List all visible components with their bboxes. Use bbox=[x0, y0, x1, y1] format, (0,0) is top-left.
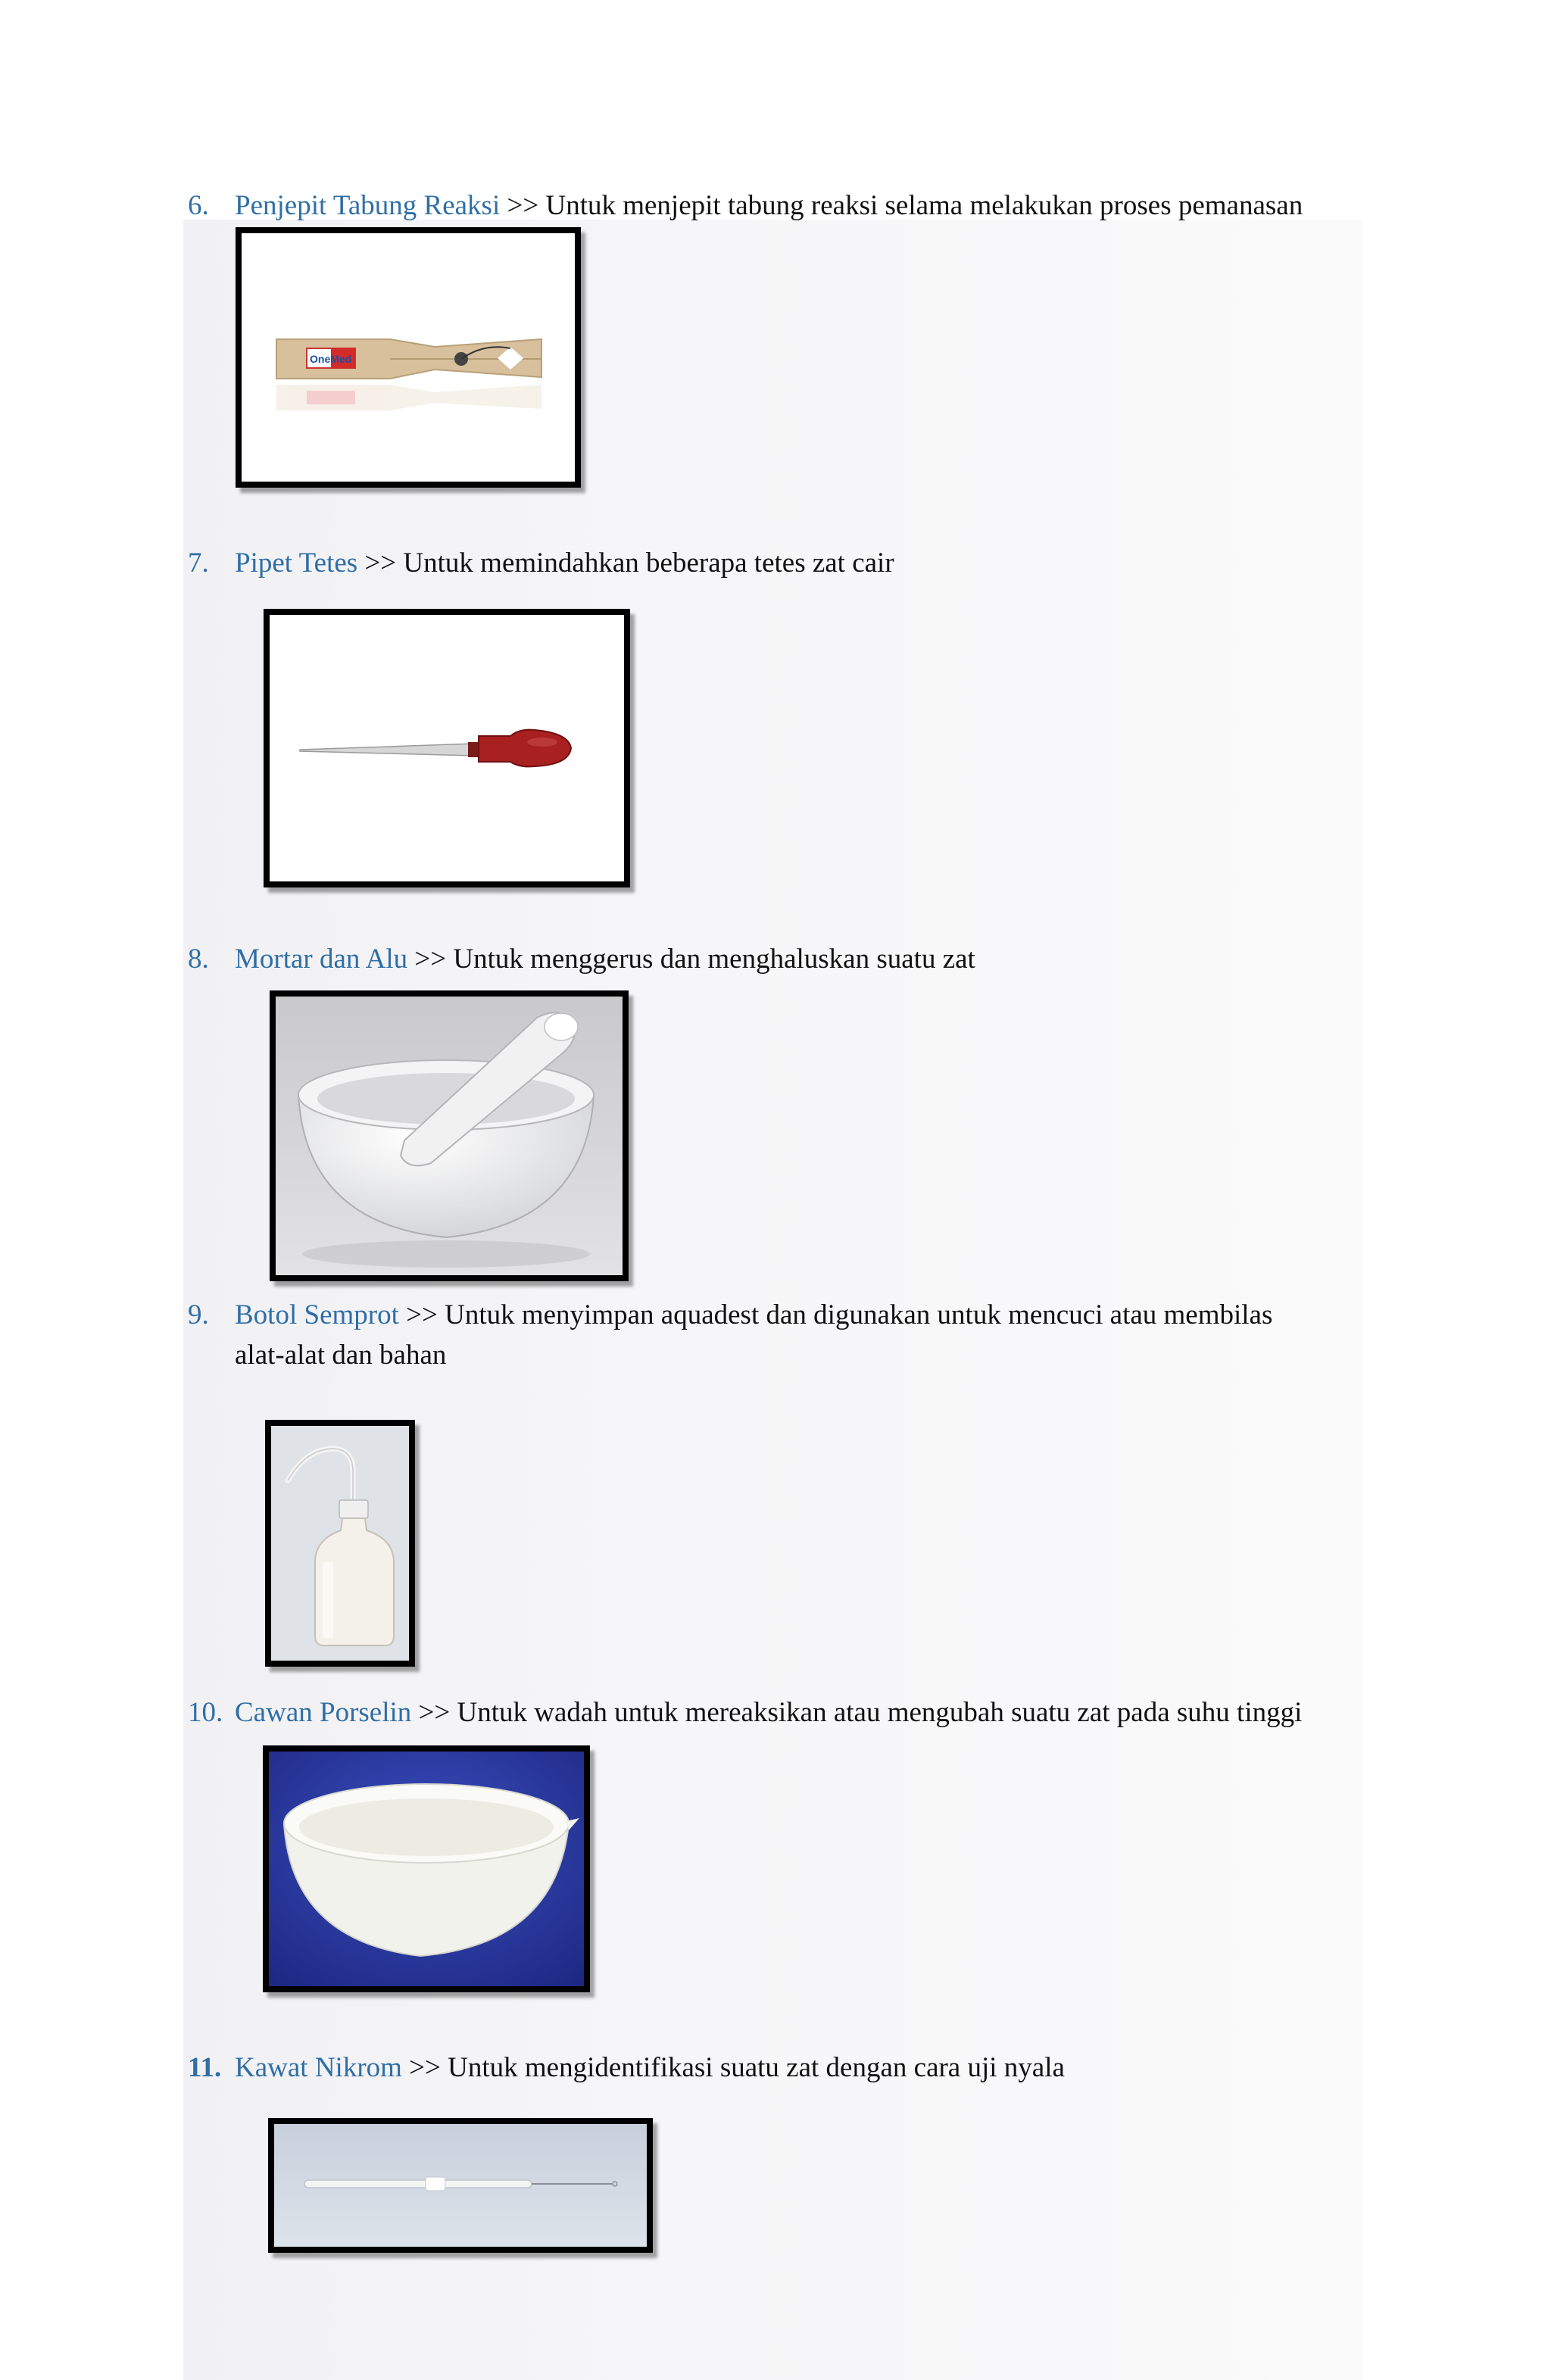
nichrome-wire-image bbox=[268, 2118, 653, 2253]
nichrome-wire-icon bbox=[274, 2124, 647, 2247]
dropper-pipette-image bbox=[264, 609, 630, 887]
item-description-continued: alat-alat dan bahan bbox=[235, 1340, 447, 1371]
item-number: 6. bbox=[188, 190, 209, 221]
item-number: 10. bbox=[188, 1697, 223, 1728]
item-number: 7. bbox=[188, 547, 209, 579]
mortar-pestle-icon bbox=[276, 997, 623, 1275]
item-description: >> Untuk menggerus dan menghaluskan suatu zat bbox=[407, 944, 975, 975]
item-number: 11. bbox=[188, 2052, 222, 2083]
item-description: >> Untuk memindahkan beberapa tetes zat cair bbox=[357, 547, 894, 579]
item-description: >> Untuk wadah untuk mereaksikan atau mengubah suatu zat pada suhu tinggi bbox=[411, 1697, 1303, 1728]
list-item bbox=[188, 1692, 1302, 1733]
wash-bottle-icon bbox=[271, 1426, 409, 1661]
item-description: >> Untuk menjepit tabung reaksi selama melakukan proses pemanasan bbox=[500, 190, 1303, 221]
item-name-link[interactable]: Pipet Tetes bbox=[235, 547, 358, 579]
list-item bbox=[188, 2048, 1065, 2088]
list-item bbox=[188, 186, 1303, 226]
mortar-and-pestle-image bbox=[270, 990, 629, 1281]
list-item bbox=[188, 1295, 1272, 1336]
item-name-link[interactable]: Penjepit Tabung Reaksi bbox=[235, 190, 501, 221]
porcelain-dish-image bbox=[263, 1745, 590, 1992]
dropper-pipette-icon bbox=[270, 615, 624, 881]
item-name-link[interactable]: Mortar dan Alu bbox=[235, 944, 408, 975]
item-number: 9. bbox=[188, 1299, 209, 1330]
list-item bbox=[188, 939, 975, 980]
porcelain-dish-icon bbox=[269, 1751, 584, 1986]
item-number: 8. bbox=[188, 944, 209, 975]
test-tube-clamp-icon bbox=[242, 233, 575, 482]
list-item bbox=[188, 543, 894, 584]
test-tube-clamp-image bbox=[236, 227, 581, 488]
clamp-logo-text: OneMed bbox=[310, 353, 352, 365]
item-name-link[interactable]: Cawan Porselin bbox=[235, 1697, 412, 1728]
item-description: >> Untuk mengidentifikasi suatu zat dengan cara uji nyala bbox=[401, 2052, 1065, 2083]
item-name-link[interactable]: Kawat Nikrom bbox=[235, 2052, 402, 2083]
wash-bottle-image bbox=[265, 1420, 415, 1667]
item-name-link[interactable]: Botol Semprot bbox=[235, 1299, 399, 1330]
item-description: >> Untuk menyimpan aquadest dan digunakan untuk mencuci atau membilas bbox=[398, 1299, 1273, 1330]
